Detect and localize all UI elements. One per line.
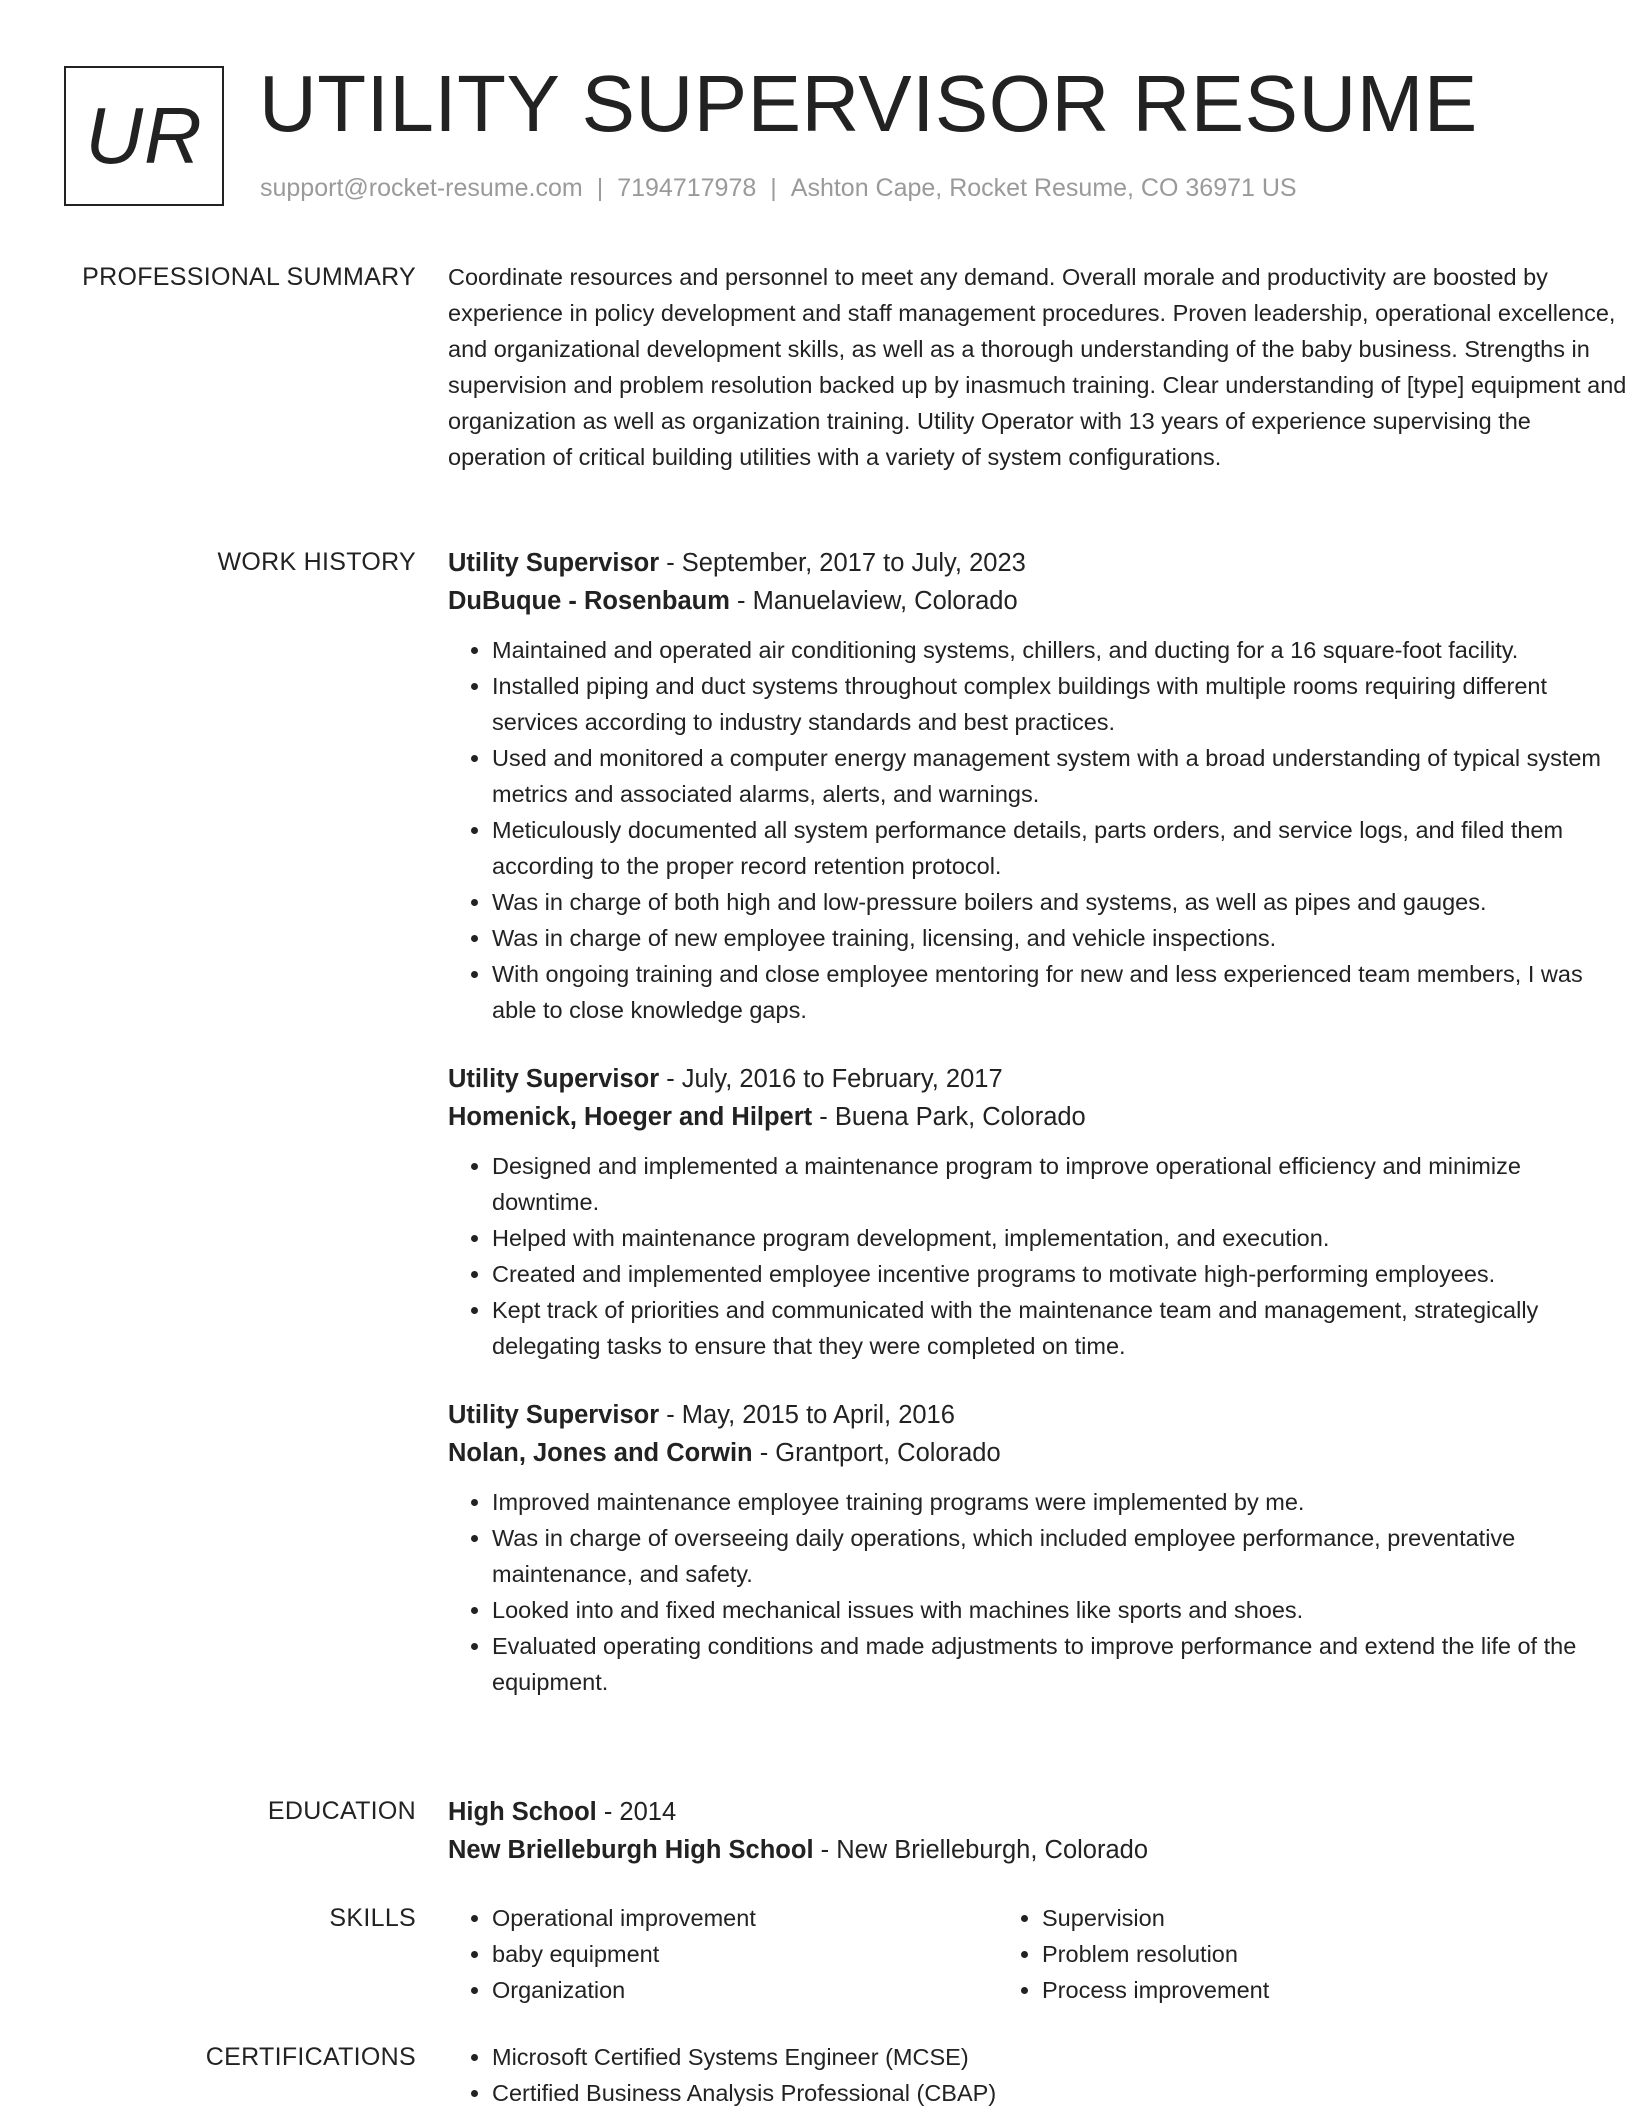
job-company: Homenick, Hoeger and Hilpert — [448, 1103, 813, 1131]
job-location: - Manuelaview, Colorado — [729, 587, 1018, 615]
skill-item: • Process improvement — [1042, 1972, 1548, 2008]
section-label-skills: SKILLS — [329, 1904, 416, 1932]
contact-address: Ashton Cape, Rocket Resume, CO 36971 US — [790, 174, 1297, 202]
job-bullet: • Meticulously documented all system performance details, parts orders, and service logs, and filed them according to the proper record retention protocol. — [492, 812, 1632, 884]
skill-item: • Organization — [492, 1972, 998, 2008]
job-company: Nolan, Jones and Corwin — [448, 1439, 753, 1467]
job-bullet: • Improved maintenance employee training programs were implemented by me. — [492, 1484, 1632, 1520]
job-title-line — [448, 1060, 1632, 1098]
job-bullet: • Was in charge of overseeing daily operations, which included employee performance, preventative maintenance, and safety. — [492, 1520, 1632, 1592]
section-label-summary: PROFESSIONAL SUMMARY — [82, 263, 416, 291]
education-body — [448, 1793, 1632, 1869]
monogram-logo: UR — [64, 66, 224, 206]
job-title-line — [448, 1396, 1632, 1434]
skill-item: • baby equipment — [492, 1936, 998, 1972]
section-label-education: EDUCATION — [267, 1797, 416, 1825]
job-bullets — [448, 1148, 1632, 1364]
job-bullets — [448, 632, 1632, 1028]
education-degree-line — [448, 1793, 1632, 1831]
skills-grid — [448, 1900, 1632, 2008]
job-bullet: • Used and monitored a computer energy management system with a broad understanding of typical system metrics and associated alarms, alerts, and warnings. — [492, 740, 1632, 812]
job-dates: - July, 2016 to February, 2017 — [659, 1065, 1003, 1093]
job-bullet: • Helped with maintenance program development, implementation, and execution. — [492, 1220, 1632, 1256]
job-bullet: • Looked into and fixed mechanical issues with machines like sports and shoes. — [492, 1592, 1632, 1628]
contact-email[interactable]: support@rocket-resume.com — [260, 174, 583, 202]
certifications-list — [448, 2039, 1632, 2111]
education-school-line — [448, 1831, 1632, 1869]
job-bullet: • With ongoing training and close employee mentoring for new and less experienced team members, I was able to close knowledge gaps. — [492, 956, 1632, 1028]
job-bullet: • Kept track of priorities and communicated with the maintenance team and management, strategically delegating tasks to ensure that they were completed on time. — [492, 1292, 1632, 1364]
skills-list-right — [998, 1900, 1548, 2008]
job-bullet: • Was in charge of both high and low-pressure boilers and systems, as well as pipes and gauges. — [492, 884, 1632, 920]
skill-item: • Problem resolution — [1042, 1936, 1548, 1972]
job-location: - Grantport, Colorado — [752, 1439, 1001, 1467]
job-entry — [448, 544, 1632, 1028]
job-title: Utility Supervisor — [448, 549, 660, 577]
education-location: - New Brielleburgh, Colorado — [813, 1836, 1149, 1864]
contact-line — [260, 174, 1297, 203]
job-company-line — [448, 1098, 1632, 1136]
job-entry — [448, 1060, 1632, 1364]
job-bullet: • Evaluated operating conditions and made adjustments to improve performance and extend the life of the equipment. — [492, 1628, 1632, 1700]
education-degree: High School — [448, 1798, 597, 1826]
page-title: UTILITY SUPERVISOR RESUME — [259, 59, 1478, 148]
job-company-line — [448, 1434, 1632, 1472]
job-bullet: • Was in charge of new employee training, licensing, and vehicle inspections. — [492, 920, 1632, 956]
section-label-work: WORK HISTORY — [217, 548, 416, 576]
summary-text: Coordinate resources and personnel to meet any demand. Overall morale and productivity are boosted by experience in policy development and staff management procedures. Proven leadership, operational excellence, and organizational development skills, as well as a thorough understanding of the baby business. Strengths in supervision and problem resolution backed up by inasmuch training. Clear understanding of [type] equipment and organization as well as organization training. Utility Operator with 13 years of experience supervising the operation of critical building utilities with a variety of system configurations. — [448, 264, 1627, 470]
job-company-line — [448, 582, 1632, 620]
contact-separator: | — [596, 174, 604, 202]
work-history-body — [448, 544, 1632, 1700]
job-bullets — [448, 1484, 1632, 1700]
job-dates: - May, 2015 to April, 2016 — [659, 1401, 955, 1429]
certification-item: • Certified Business Analysis Professional (CBAP) — [492, 2075, 1632, 2111]
job-entry — [448, 1396, 1632, 1700]
job-dates: - September, 2017 to July, 2023 — [659, 549, 1026, 577]
job-bullet: • Created and implemented employee incentive programs to motivate high-performing employees. — [492, 1256, 1632, 1292]
skill-item: • Operational improvement — [492, 1900, 998, 1936]
resume-header — [64, 59, 1584, 214]
job-bullet: • Designed and implemented a maintenance program to improve operational efficiency and minimize downtime. — [492, 1148, 1632, 1220]
job-title: Utility Supervisor — [448, 1401, 660, 1429]
job-bullet: • Installed piping and duct systems throughout complex buildings with multiple rooms requiring different services according to industry standards and best practices. — [492, 668, 1632, 740]
contact-separator: | — [770, 174, 777, 202]
skills-body — [448, 1900, 1632, 2008]
education-school: New Brielleburgh High School — [448, 1836, 814, 1864]
job-title-line — [448, 544, 1632, 582]
section-label-certifications: CERTIFICATIONS — [205, 2043, 416, 2071]
job-company: DuBuque - Rosenbaum — [448, 587, 730, 615]
skills-list-left — [448, 1900, 998, 2008]
certification-item: • Microsoft Certified Systems Engineer (MCSE) — [492, 2039, 1632, 2075]
summary-body — [448, 259, 1632, 475]
job-location: - Buena Park, Colorado — [812, 1103, 1086, 1131]
certifications-body — [448, 2039, 1632, 2111]
skill-item: • Supervision — [1042, 1900, 1548, 1936]
education-year: - 2014 — [596, 1798, 677, 1826]
job-title: Utility Supervisor — [448, 1065, 660, 1093]
contact-phone[interactable]: 7194717978 — [617, 174, 757, 202]
job-bullet: • Maintained and operated air conditioning systems, chillers, and ducting for a 16 square-foot facility. — [492, 632, 1632, 668]
